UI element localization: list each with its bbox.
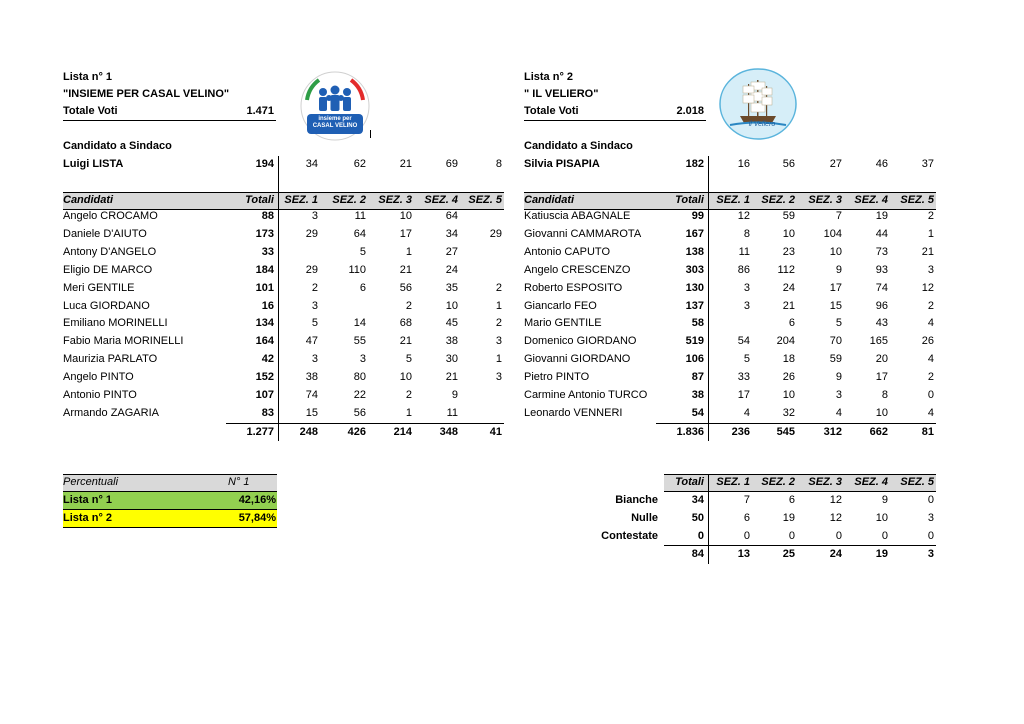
- list1-candidate-sez: 15: [305, 406, 318, 419]
- list2-candidate-name: Angelo CRESCENZO: [524, 263, 631, 276]
- list2-candidate-name: Giancarlo FEO: [524, 299, 597, 312]
- list1-candidate-sez: 22: [353, 389, 366, 401]
- list1-candidate-sez: [274, 244, 318, 261]
- list1-candidate-sez: 68: [399, 317, 412, 330]
- list2-candidate-sez: [706, 315, 750, 332]
- list2-candidate-sez: 165: [869, 335, 888, 348]
- ballots-hdr-sez-2: SEZ. 2: [761, 476, 795, 488]
- list1-candidate-sez: 11: [446, 406, 458, 419]
- list2-candidate-sez: 10: [782, 227, 795, 240]
- list1-candidate-sez: 35: [445, 281, 458, 294]
- list2-candidate-sez: 17: [829, 281, 842, 294]
- list2-mayor-total: 182: [685, 158, 704, 170]
- list1-candidate-sez: 29: [305, 263, 318, 276]
- list1-candidate-total: 83: [261, 406, 274, 419]
- ballots-hdr-totali: Totali: [675, 476, 704, 488]
- list2-sum-sez-5: 81: [921, 425, 934, 438]
- list2-candidate-sez: 96: [875, 299, 888, 312]
- list1-hdr-candidati: Candidati: [63, 194, 114, 206]
- list2-candidate-name: Pietro PINTO: [524, 371, 590, 384]
- list2-hdr-sez-4: SEZ. 4: [854, 194, 888, 206]
- list1-name: "INSIEME PER CASAL VELINO": [63, 88, 230, 100]
- list2-candidate-sez: 12: [921, 281, 934, 294]
- list1-candidate-sez: 2: [495, 317, 502, 330]
- list1-total-underline: [63, 120, 276, 121]
- list2-label: Lista n° 2: [524, 71, 574, 83]
- list2-candidate-total: 38: [691, 389, 704, 401]
- list2-candidate-sez: 9: [835, 263, 842, 276]
- list1-mayor-label: Candidato a Sindaco: [63, 140, 172, 152]
- ballots-sum-sez-4: 19: [875, 548, 888, 560]
- list1-candidate-total: 164: [255, 335, 274, 348]
- list2-hdr-sez-5: SEZ. 5: [900, 194, 934, 206]
- list1-candidate-sez: 27: [445, 245, 458, 258]
- list1-mayor-sez-5: 8: [495, 158, 502, 170]
- il-veliero-logo: [718, 66, 798, 140]
- list2-candidate-sez: 4: [835, 406, 842, 419]
- list2-candidate-sez: 59: [782, 210, 795, 222]
- list1-sum-total: 1.277: [246, 425, 274, 438]
- list1-totals-separator: [278, 156, 279, 441]
- list1-candidate-total: 33: [261, 245, 274, 258]
- ballots-row-sez: 6: [788, 494, 795, 506]
- list2-candidate-total: 106: [685, 353, 704, 366]
- list2-candidate-total: 137: [685, 299, 704, 312]
- list1-hdr-totali: Totali: [245, 194, 274, 206]
- ballots-row-label: Contestate: [601, 530, 658, 542]
- list2-candidate-sez: 26: [921, 335, 934, 348]
- list1-candidate-name: Angelo CROCAMO: [63, 210, 158, 222]
- list2-candidate-sez: 10: [782, 389, 795, 401]
- ballots-row-sez: 7: [743, 494, 750, 506]
- percent-row-name: Lista n° 1: [63, 494, 113, 506]
- list1-candidate-sez: 3: [311, 210, 318, 222]
- percent-row-value: 42,16%: [238, 494, 276, 506]
- ballots-sum-sez-2: 25: [782, 548, 795, 560]
- list2-candidate-sez: 3: [743, 299, 750, 312]
- list2-candidate-name: Roberto ESPOSITO: [524, 281, 623, 294]
- ballots-row-sez: 0: [835, 530, 842, 542]
- list2-candidate-name: Mario GENTILE: [524, 317, 602, 330]
- list1-candidate-sez: 110: [348, 263, 366, 276]
- ballots-row-sez: 6: [743, 512, 750, 524]
- list2-candidate-sez: 86: [737, 263, 750, 276]
- list2-candidate-sez: 93: [875, 263, 888, 276]
- list2-totals-separator: [708, 156, 709, 441]
- list2-sum-sez-2: 545: [776, 425, 795, 438]
- ballots-row-sez: 12: [829, 512, 842, 524]
- list1-sum-sez-3: 214: [393, 425, 412, 438]
- list2-header-top: [524, 192, 936, 193]
- list1-candidate-name: Antonio PINTO: [63, 389, 137, 401]
- list2-candidate-sez: 8: [881, 389, 888, 401]
- list1-candidate-total: 134: [255, 317, 274, 330]
- ballots-row-sez: 3: [927, 512, 934, 524]
- list1-sum-sez-5: 41: [489, 425, 502, 438]
- list1-hdr-sez-2: SEZ. 2: [332, 194, 366, 206]
- list2-candidate-sez: 0: [927, 389, 934, 401]
- list1-candidate-sez: 5: [359, 245, 366, 258]
- list2-candidate-sez: 3: [927, 263, 934, 276]
- list2-candidate-total: 54: [691, 406, 704, 419]
- list1-candidate-sez: 56: [399, 281, 412, 294]
- list1-candidate-sez: 64: [445, 210, 458, 222]
- list1-header-top: [63, 192, 504, 193]
- list1-candidate-total: 42: [261, 353, 274, 366]
- ballots-row-total: 34: [691, 494, 704, 506]
- list1-candidate-name: Daniele D'AIUTO: [63, 227, 147, 240]
- list1-candidate-total: 16: [261, 299, 274, 312]
- list2-candidate-name: Giovanni GIORDANO: [524, 353, 631, 366]
- list1-candidate-name: Emiliano MORINELLI: [63, 317, 168, 330]
- list2-candidate-sez: 17: [875, 371, 888, 384]
- list2-sum-sez-4: 662: [869, 425, 888, 438]
- ballots-hdr-sez-3: SEZ. 3: [808, 476, 842, 488]
- list1-hdr-sez-1: SEZ. 1: [284, 194, 318, 206]
- list1-candidate-sez: 21: [445, 371, 458, 384]
- list2-candidate-total: 99: [691, 210, 704, 222]
- ballots-hdr-sez-1: SEZ. 1: [716, 476, 750, 488]
- list2-sum-sez-1: 236: [731, 425, 750, 438]
- list2-mayor-label: Candidato a Sindaco: [524, 140, 633, 152]
- list1-candidate-sez: [458, 208, 502, 225]
- list1-candidate-sez: 34: [445, 227, 458, 240]
- list2-candidate-total: 519: [685, 335, 704, 348]
- ballots-sum-sez-5: 3: [927, 548, 934, 560]
- list1-candidate-total: 101: [255, 281, 274, 294]
- list1-candidate-sez: 5: [311, 317, 318, 330]
- list1-candidate-name: Antony D'ANGELO: [63, 245, 157, 258]
- list2-candidate-sez: 19: [875, 210, 888, 222]
- list1-candidate-sez: 10: [445, 299, 458, 312]
- list2-mayor-name: Silvia PISAPIA: [524, 158, 600, 170]
- list1-hdr-sez-4: SEZ. 4: [424, 194, 458, 206]
- list2-name: " IL VELIERO": [524, 88, 599, 100]
- ballots-row-sez: 0: [881, 530, 888, 542]
- list2-mayor-sez-5: 37: [921, 158, 934, 170]
- list1-candidate-sez: 80: [353, 371, 366, 384]
- list2-candidate-sez: 4: [927, 317, 934, 330]
- insieme-per-casal-velino-logo: [299, 70, 371, 142]
- list1-hdr-sez-5: SEZ. 5: [468, 194, 502, 206]
- list2-candidate-sez: 2: [927, 299, 934, 312]
- list1-candidate-name: Eligio DE MARCO: [63, 263, 153, 276]
- list1-candidate-name: Fabio Maria MORINELLI: [63, 335, 184, 348]
- veliero-logo-text: il Veliero: [748, 121, 776, 128]
- list1-total-label: Totale Voti: [63, 105, 118, 117]
- list2-candidate-name: Giovanni CAMMAROTA: [524, 227, 642, 240]
- list2-candidate-sez: 204: [776, 335, 795, 348]
- list1-candidate-sez: 1: [405, 245, 412, 258]
- list1-candidate-sez: 10: [399, 210, 412, 222]
- ballots-row-label: Bianche: [615, 494, 658, 506]
- list2-candidate-total: 130: [685, 281, 704, 294]
- list1-candidate-sez: 6: [359, 281, 366, 294]
- list1-mayor-sez-2: 62: [353, 158, 366, 170]
- list2-candidate-sez: 8: [743, 227, 750, 240]
- ballots-sum-sez-1: 13: [737, 548, 750, 560]
- list2-candidate-sez: 2: [927, 371, 934, 384]
- list2-mayor-sez-1: 16: [737, 158, 750, 170]
- ballots-sum-sez-3: 24: [829, 548, 842, 560]
- list2-candidate-sez: 10: [829, 245, 842, 258]
- list2-candidate-sez: 2: [927, 210, 934, 222]
- percent-row-name: Lista n° 2: [63, 512, 113, 524]
- list2-candidate-sez: 3: [835, 389, 842, 401]
- list2-candidate-sez: 5: [743, 353, 750, 366]
- list1-candidate-sez: 2: [405, 299, 412, 312]
- list2-candidate-sez: 3: [743, 281, 750, 294]
- list2-candidate-sez: 44: [875, 227, 888, 240]
- list1-candidate-sez: 21: [399, 263, 412, 276]
- ballots-separator: [708, 474, 709, 564]
- list2-candidate-sez: 12: [737, 210, 750, 222]
- insieme-logo-text: insieme per CASAL VELINO: [312, 116, 358, 129]
- list1-mayor-sez-3: 21: [399, 158, 412, 170]
- list2-candidate-sez: 18: [782, 353, 795, 366]
- list1-total: 1.471: [246, 105, 274, 117]
- list2-candidate-name: Antonio CAPUTO: [524, 245, 611, 258]
- list2-candidate-total: 167: [685, 227, 704, 240]
- list1-candidate-sez: 47: [305, 335, 318, 348]
- list2-candidate-sez: 24: [782, 281, 795, 294]
- ballots-row-sez: 12: [829, 494, 842, 506]
- list2-candidate-name: Leonardo VENNERI: [524, 406, 623, 419]
- list2-candidate-sez: 10: [875, 406, 888, 419]
- list2-candidate-sez: 112: [777, 263, 795, 276]
- list1-candidate-total: 173: [255, 227, 274, 240]
- list2-candidate-total: 87: [691, 371, 704, 384]
- list2-candidate-sez: 11: [738, 245, 750, 258]
- list2-candidate-sez: 4: [927, 353, 934, 366]
- list1-candidate-total: 88: [261, 210, 274, 222]
- list2-hdr-sez-1: SEZ. 1: [716, 194, 750, 206]
- list2-candidate-sez: 26: [782, 371, 795, 384]
- list1-candidate-sez: 3: [359, 353, 366, 366]
- list1-candidate-name: Luca GIORDANO: [63, 299, 150, 312]
- list2-candidate-name: Katiuscia ABAGNALE: [524, 210, 631, 222]
- list1-candidate-sez: 38: [445, 335, 458, 348]
- list1-candidate-sez: 45: [445, 317, 458, 330]
- list2-candidate-sez: 59: [829, 353, 842, 366]
- list2-candidate-sez: 70: [829, 335, 842, 348]
- list1-candidate-name: Maurizia PARLATO: [63, 353, 158, 366]
- list1-candidate-sez: 10: [399, 371, 412, 384]
- list1-candidate-sez: [458, 387, 502, 404]
- list1-label: Lista n° 1: [63, 71, 113, 83]
- list2-candidate-sez: 17: [737, 389, 750, 401]
- list2-candidate-sez: 4: [743, 406, 750, 419]
- list1-candidate-sez: 9: [451, 389, 458, 401]
- list1-candidate-sez: 29: [489, 227, 502, 240]
- percent-row-value: 57,84%: [238, 512, 276, 524]
- ballots-row-sez: 0: [927, 530, 934, 542]
- list2-candidate-sez: 21: [782, 299, 795, 312]
- ballots-row-sez: 19: [782, 512, 795, 524]
- list1-hdr-sez-3: SEZ. 3: [378, 194, 412, 206]
- list2-candidate-name: Domenico GIORDANO: [524, 335, 637, 348]
- list2-mayor-sez-3: 27: [829, 158, 842, 170]
- percent-label: Percentuali: [63, 476, 119, 488]
- list1-candidate-sez: 2: [405, 389, 412, 401]
- list2-mayor-sez-2: 56: [782, 158, 795, 170]
- list2-candidate-sez: 32: [782, 406, 795, 419]
- list1-candidate-name: Armando ZAGARIA: [63, 406, 159, 419]
- list1-mayor-name: Luigi LISTA: [63, 158, 124, 170]
- list1-candidate-sez: 5: [405, 353, 412, 366]
- ballots-hdr-sez-5: SEZ. 5: [900, 476, 934, 488]
- list2-candidate-sez: 54: [737, 335, 750, 348]
- list1-candidate-sez: 1: [495, 299, 502, 312]
- list2-hdr-sez-3: SEZ. 3: [808, 194, 842, 206]
- percent-col: N° 1: [228, 476, 250, 488]
- list1-candidate-sez: 2: [495, 281, 502, 294]
- list1-candidate-sez: 3: [311, 299, 318, 312]
- list1-candidate-sez: 24: [445, 263, 458, 276]
- ballots-row-label: Nulle: [631, 512, 658, 524]
- list2-candidate-total: 58: [691, 317, 704, 330]
- list1-candidate-sez: 3: [495, 371, 502, 384]
- list1-sum-sez-4: 348: [439, 425, 458, 438]
- list2-total-label: Totale Voti: [524, 105, 579, 117]
- list2-hdr-sez-2: SEZ. 2: [761, 194, 795, 206]
- list1-candidate-sez: 56: [353, 406, 366, 419]
- list1-candidate-sez: [322, 298, 366, 315]
- list1-candidate-sez: 2: [311, 281, 318, 294]
- list2-candidate-sez: 7: [835, 210, 842, 222]
- list2-candidate-total: 303: [685, 263, 704, 276]
- list1-candidate-sez: 1: [495, 353, 502, 366]
- ballots-row-sez: 0: [927, 494, 934, 506]
- ballots-row-sez: 0: [788, 530, 795, 542]
- list1-candidate-sez: 3: [311, 353, 318, 366]
- list2-candidate-sez: 21: [921, 245, 934, 258]
- list1-candidate-total: 184: [255, 263, 274, 276]
- list2-sum-total: 1.836: [676, 425, 704, 438]
- list2-candidate-sez: 43: [875, 317, 888, 330]
- list2-candidate-sez: 9: [835, 371, 842, 384]
- list1-candidate-name: Meri GENTILE: [63, 281, 135, 294]
- list1-candidate-sez: 14: [353, 317, 366, 330]
- list1-candidate-sez: 29: [305, 227, 318, 240]
- list2-candidate-sez: 74: [875, 281, 888, 294]
- list2-candidate-sez: 1: [927, 227, 934, 240]
- ballots-row-sez: 9: [881, 494, 888, 506]
- list1-candidate-sez: 17: [399, 227, 412, 240]
- list1-mayor-total: 194: [255, 158, 274, 170]
- list1-candidate-sez: 38: [305, 371, 318, 384]
- list2-hdr-totali: Totali: [675, 194, 704, 206]
- list1-candidate-sez: 1: [405, 406, 412, 419]
- list2-total: 2.018: [676, 105, 704, 117]
- list2-total-underline: [524, 120, 706, 121]
- list2-candidate-sez: 33: [737, 371, 750, 384]
- list1-candidate-sez: 64: [353, 227, 366, 240]
- list1-candidate-sez: 21: [399, 335, 412, 348]
- list1-sum-sez-2: 426: [347, 425, 366, 438]
- ballots-row-sez: 0: [743, 530, 750, 542]
- list1-candidate-sez: [458, 244, 502, 261]
- list2-candidate-sez: 23: [782, 245, 795, 258]
- list1-candidate-sez: [458, 405, 502, 422]
- ballots-row-total: 0: [697, 530, 704, 542]
- list2-hdr-candidati: Candidati: [524, 194, 575, 206]
- list2-candidate-sez: 6: [788, 317, 795, 330]
- list2-candidate-sez: 20: [875, 353, 888, 366]
- list2-candidate-sez: 104: [823, 227, 842, 240]
- list1-candidate-total: 152: [255, 371, 274, 384]
- list1-candidate-name: Angelo PINTO: [63, 371, 134, 384]
- logo1-mark: [370, 130, 371, 138]
- list1-candidate-total: 107: [255, 389, 274, 401]
- ballots-row-sez: 10: [875, 512, 888, 524]
- list2-candidate-total: 138: [685, 245, 704, 258]
- ballots-hdr-sez-4: SEZ. 4: [854, 476, 888, 488]
- ballots-sum-total: 84: [691, 548, 704, 560]
- list1-mayor-sez-1: 34: [305, 158, 318, 170]
- list2-candidate-sez: 15: [829, 299, 842, 312]
- list1-candidate-sez: [458, 262, 502, 279]
- list2-candidate-name: Carmine Antonio TURCO: [524, 389, 648, 401]
- list1-candidate-sez: 30: [445, 353, 458, 366]
- list1-candidate-sez: 3: [495, 335, 502, 348]
- list1-candidate-sez: 55: [353, 335, 366, 348]
- list1-candidate-sez: 74: [305, 389, 318, 401]
- list2-candidate-sez: 73: [875, 245, 888, 258]
- list2-mayor-sez-4: 46: [875, 158, 888, 170]
- list1-mayor-sez-4: 69: [445, 158, 458, 170]
- percent-row-line: [63, 527, 277, 528]
- list2-sum-sez-3: 312: [823, 425, 842, 438]
- list1-sum-sez-1: 248: [299, 425, 318, 438]
- list2-candidate-sez: 5: [835, 317, 842, 330]
- list2-candidate-sez: 4: [927, 406, 934, 419]
- list1-candidate-sez: 11: [354, 210, 366, 222]
- ballots-row-total: 50: [691, 512, 704, 524]
